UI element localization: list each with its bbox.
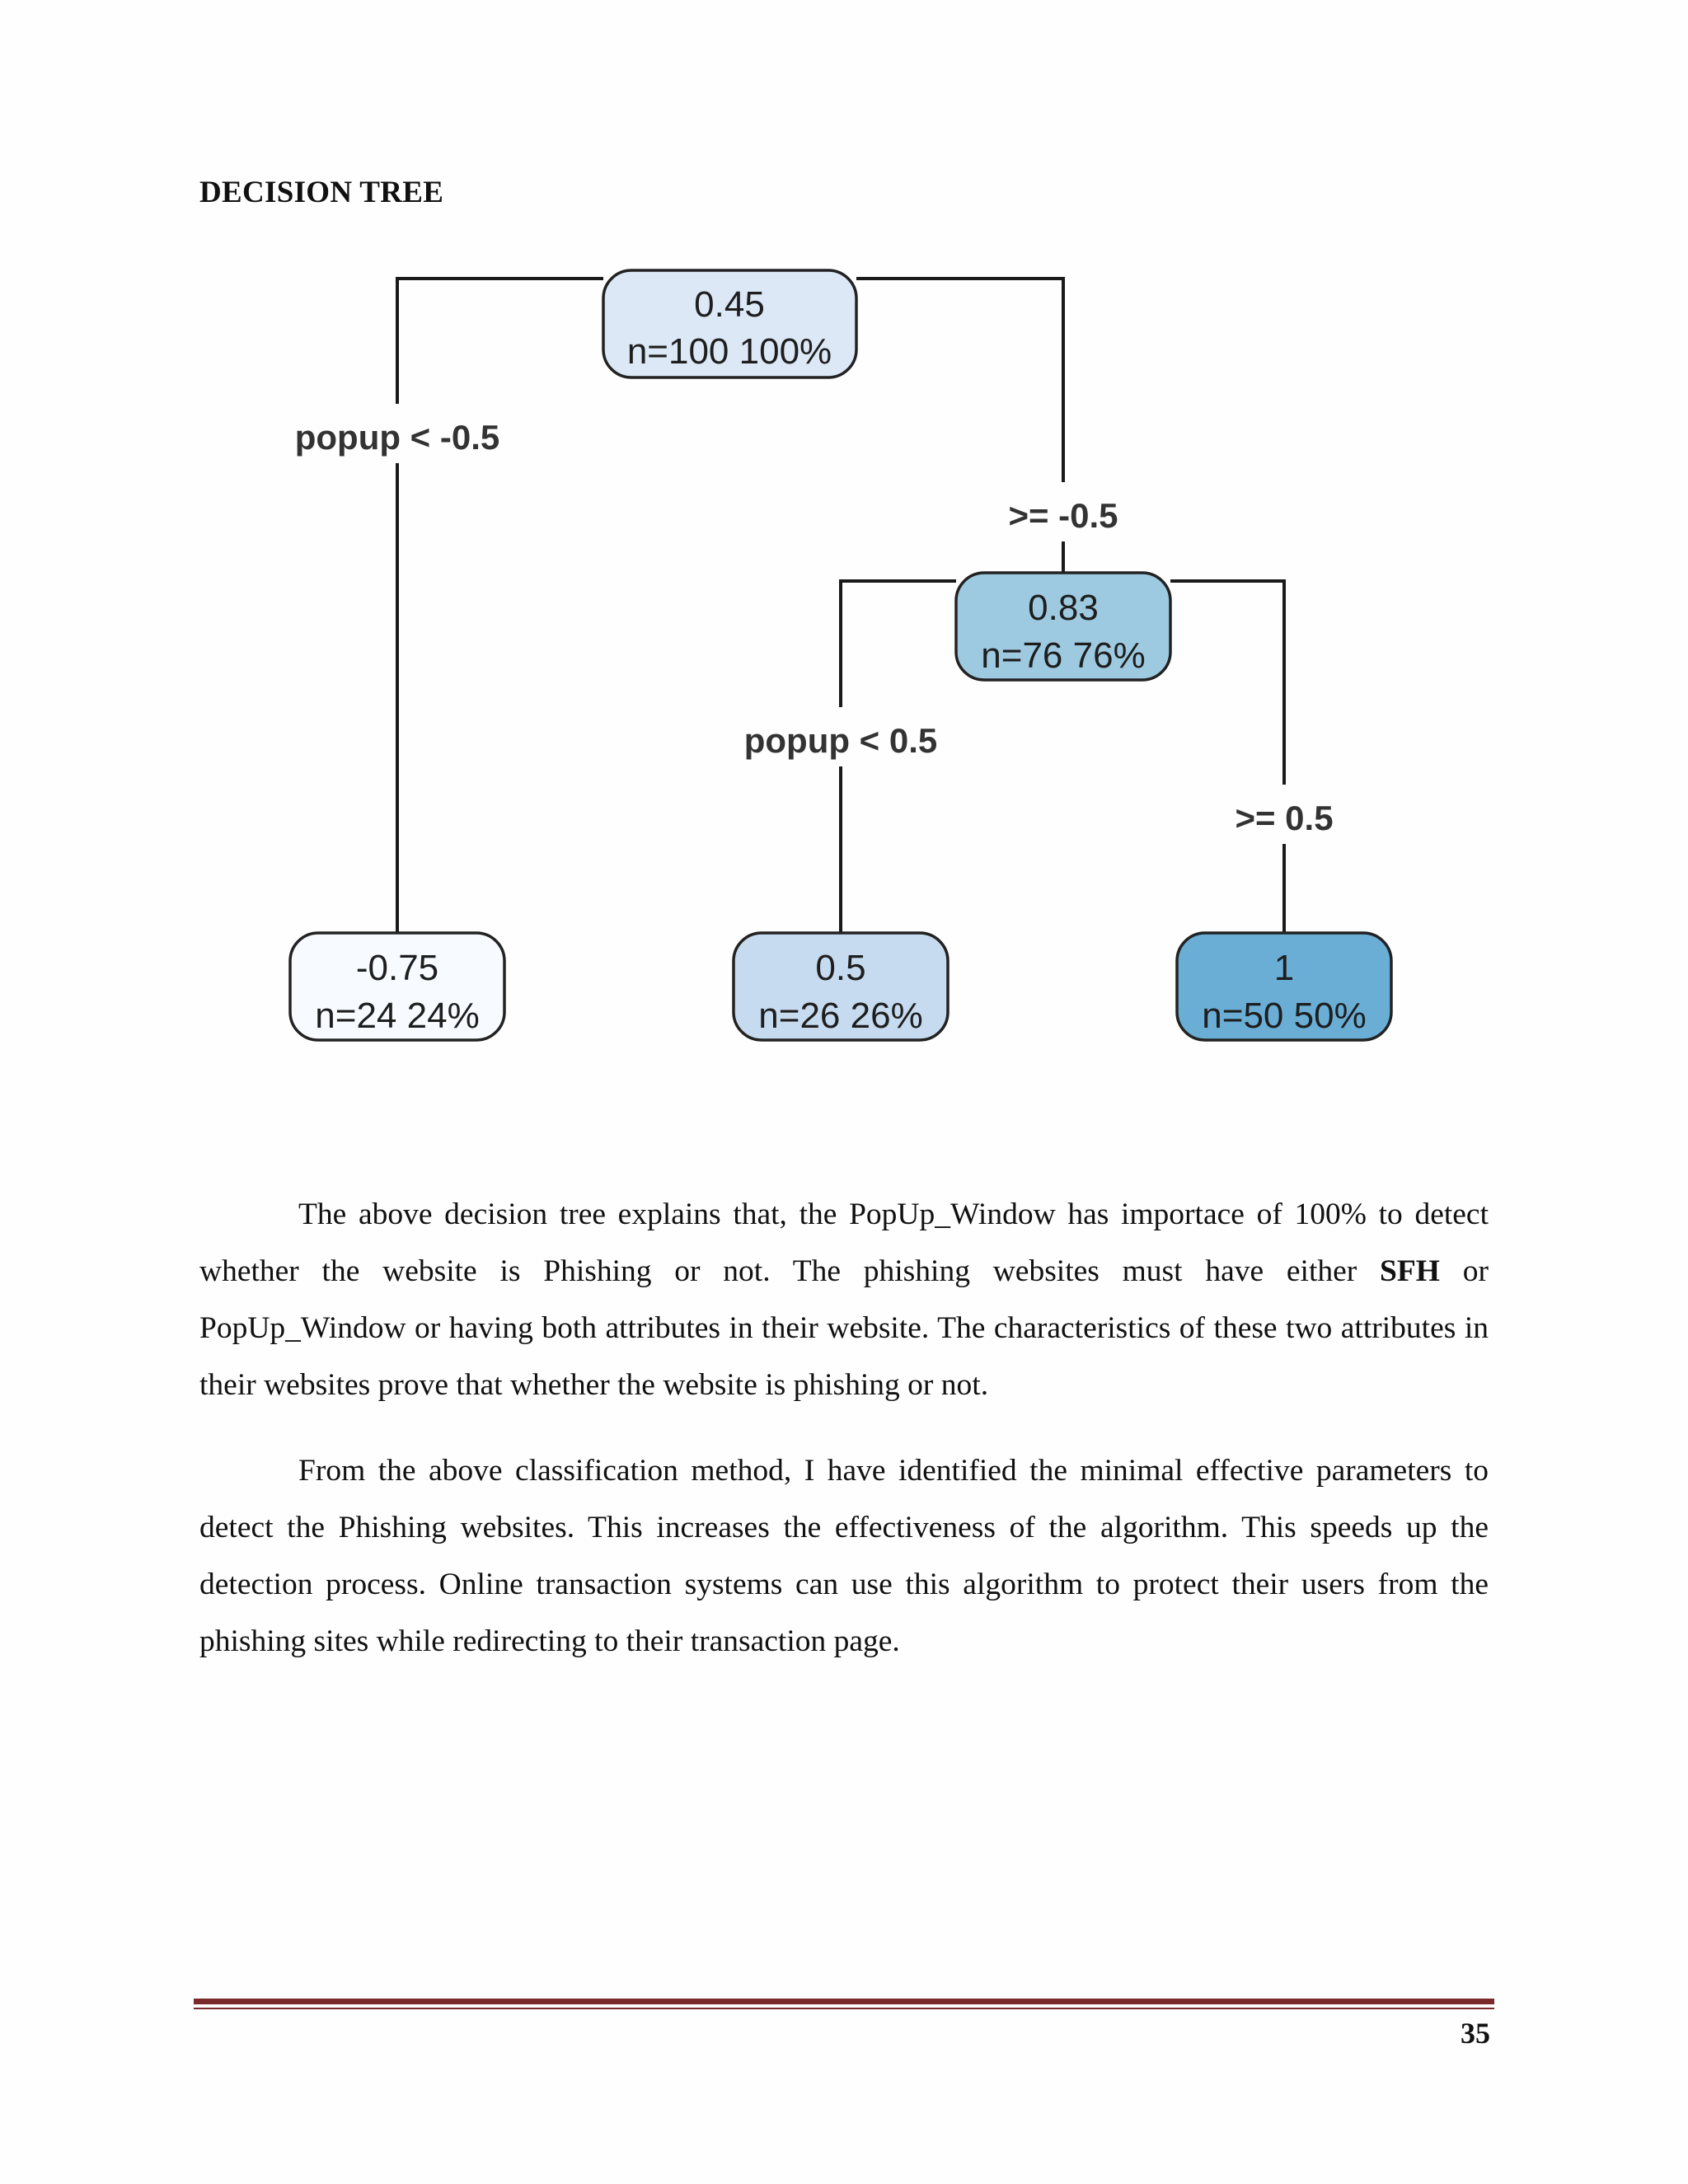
split-label-mid-left: popup < 0.5	[743, 721, 938, 760]
decision-tree-diagram	[272, 247, 1442, 1071]
paragraph-text-start: The above decision tree explains that, the PopUp_Window has importace of 100% to detect whether the website is Phishing or not. The phishing websites must have either	[199, 1197, 1489, 1288]
sfh-bold-term: SFH	[1380, 1254, 1440, 1288]
split-label-mid-right: >= 0.5	[1235, 799, 1334, 837]
tree-node-mid	[956, 573, 1170, 680]
node-value: 0.5	[815, 948, 866, 988]
section-heading: DECISION TREE	[199, 176, 444, 209]
node-value: 0.83	[1028, 588, 1099, 628]
node-value: 0.45	[694, 284, 765, 325]
tree-node-root	[603, 270, 856, 377]
split-label-root-left: popup < -0.5	[294, 418, 500, 457]
split-label-root-right: >= -0.5	[1008, 496, 1118, 535]
page-number: 35	[1461, 2017, 1490, 2050]
node-count: n=50 50%	[1202, 996, 1367, 1036]
node-count: n=76 76%	[981, 635, 1146, 676]
footer-rule	[194, 1999, 1494, 2004]
paragraph-tree-explanation	[199, 1186, 1489, 1413]
edge-root-left	[397, 279, 603, 933]
paragraph-text-end: or PopUp_Window or having both attributes in their website. The characteristics of these two attributes in their websites prove that whether the website is phishing or not.	[199, 1254, 1489, 1402]
paragraph-text: From the above classification method, I have identified the minimal effective parameters to detect the Phishing websites. This increases the effectiveness of the algorithm. This speeds up the detection process. Online transaction systems can use this algorithm to protect their users from the phishing sites while redirecting to their transaction page.	[199, 1453, 1489, 1658]
node-value: 1	[1273, 948, 1295, 988]
tree-leaf-middle	[734, 933, 948, 1040]
node-value: -0.75	[355, 948, 439, 988]
edge-mid-right	[1170, 581, 1284, 933]
footer-rule-thin	[194, 2008, 1494, 2009]
tree-leaf-left	[290, 933, 504, 1040]
tree-leaf-right	[1177, 933, 1391, 1040]
node-count: n=26 26%	[758, 996, 923, 1036]
node-count: n=100 100%	[626, 331, 832, 372]
node-count: n=24 24%	[315, 996, 480, 1036]
paragraph-method-conclusion	[199, 1442, 1489, 1670]
